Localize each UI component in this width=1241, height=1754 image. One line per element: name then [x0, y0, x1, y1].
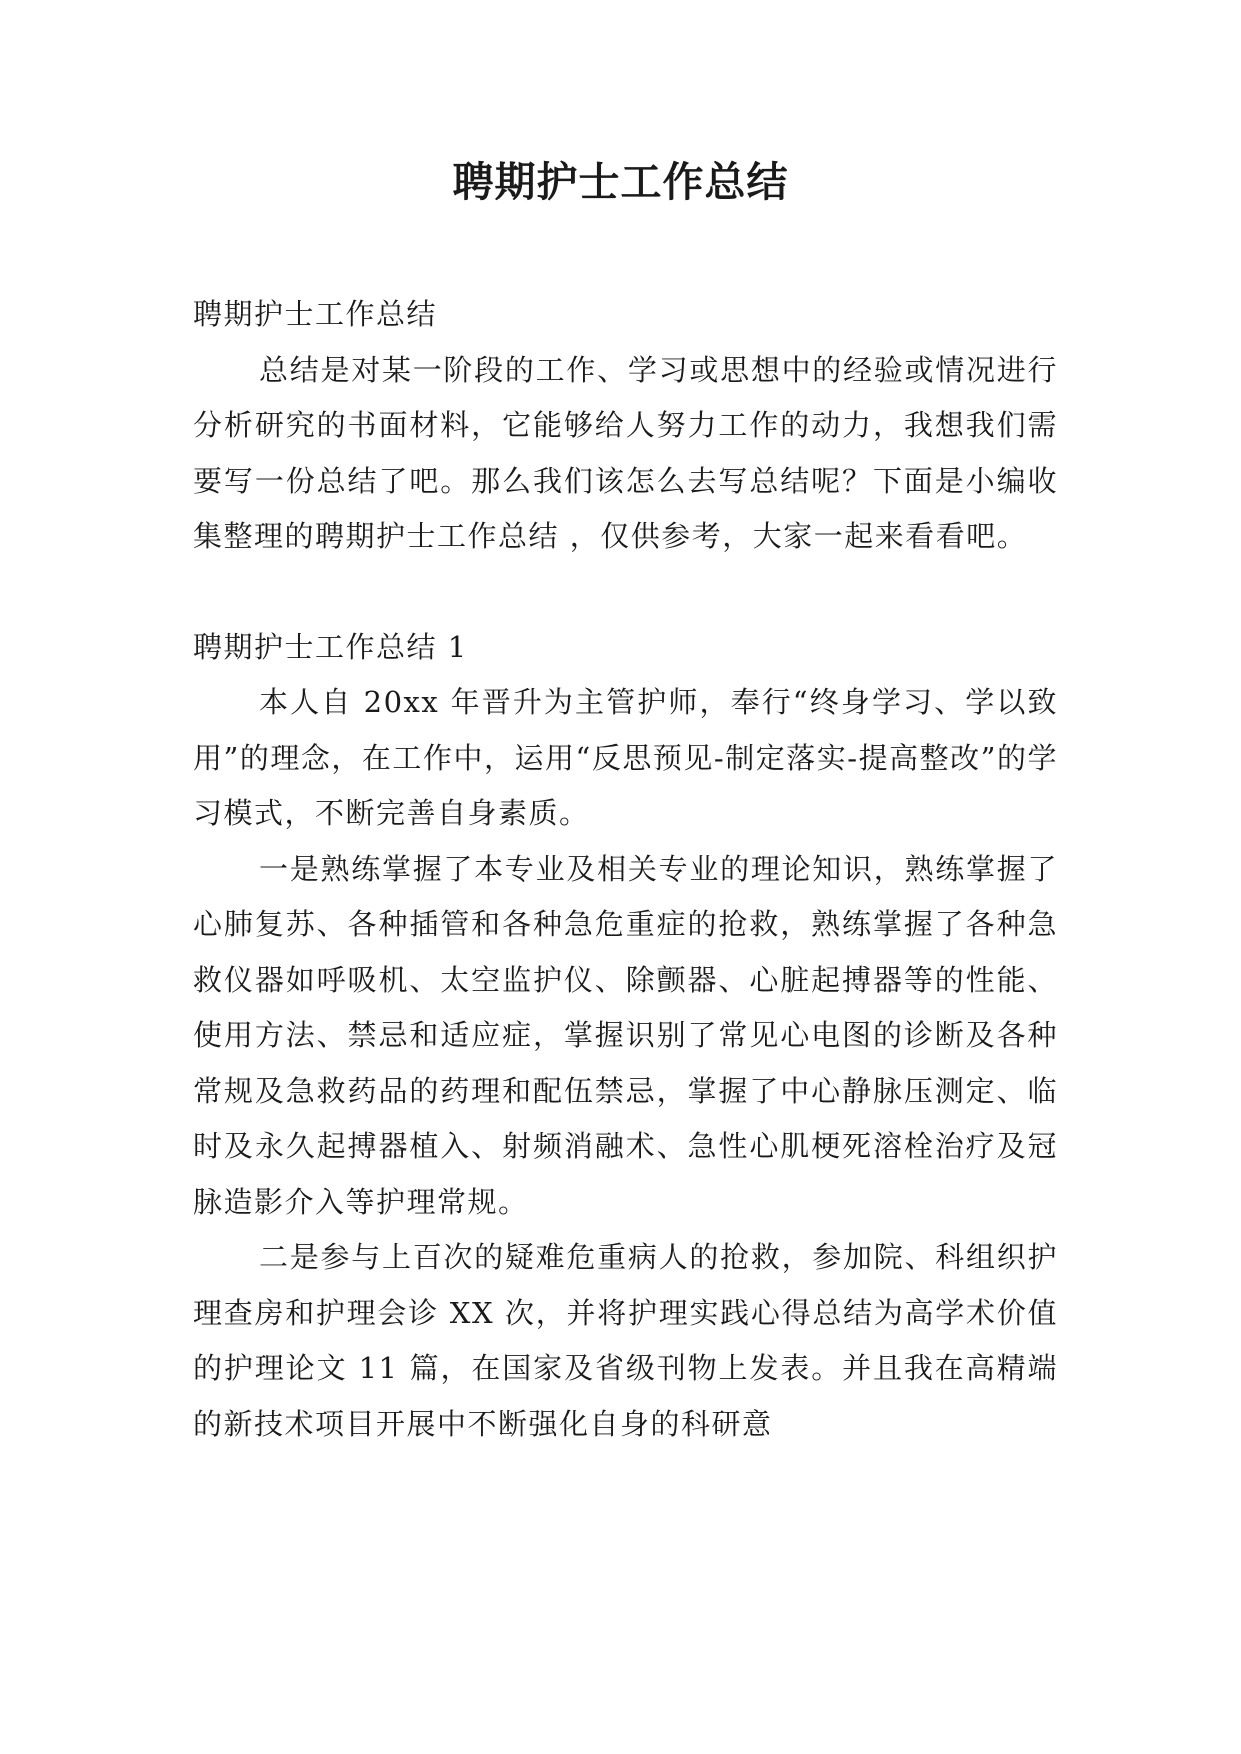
document-title: 聘期护士工作总结 [452, 158, 789, 206]
body-paragraph-3: 二是参与上百次的疑难危重病人的抢救，参加院、科组织护理查房和护理会诊 XX 次，并将护理实践心得总结为高学术价值的护理论文 11 篇，在国家及省级刊物上发表。并且我在高精端的新技术项目开展中不断强化自身的科研意 [193, 1240, 1058, 1441]
section-heading-1: 聘期护士工作总结 1 [193, 629, 468, 664]
intro-paragraph: 总结是对某一阶段的工作、学习或思想中的经验或情况进行分析研究的书面材料，它能够给人努力工作的动力，我想我们需要写一份总结了吧。那么我们该怎么去写总结呢？下面是小编收集整理的聘期护士工作总结 ，仅供参考，大家一起来看看吧。 [193, 352, 1058, 553]
body-paragraph-2: 一是熟练掌握了本专业及相关专业的理论知识，熟练掌握了心肺复苏、各种插管和各种急危重症的抢救，熟练掌握了各种急救仪器如呼吸机、太空监护仪、除颤器、心脏起搏器等的性能、使用方法、禁忌和适应症，掌握识别了常见心电图的诊断及各种常规及急救药品的药理和配伍禁忌，掌握了中心静脉压测定、临时及永久起搏器植入、射频消融术、急性心肌梗死溶栓治疗及冠脉造影介入等护理常规。 [193, 851, 1058, 1219]
intro-heading: 聘期护士工作总结 [193, 297, 438, 331]
body-paragraph-1: 本人自 20xx 年晋升为主管护师，奉行“终身学习、学以致用”的理念，在工作中，运用“反思预见-制定落实-提高整改”的学习模式，不断完善自身素质。 [193, 685, 1058, 830]
section-spacer [193, 565, 1058, 620]
document-body [193, 287, 1058, 1452]
